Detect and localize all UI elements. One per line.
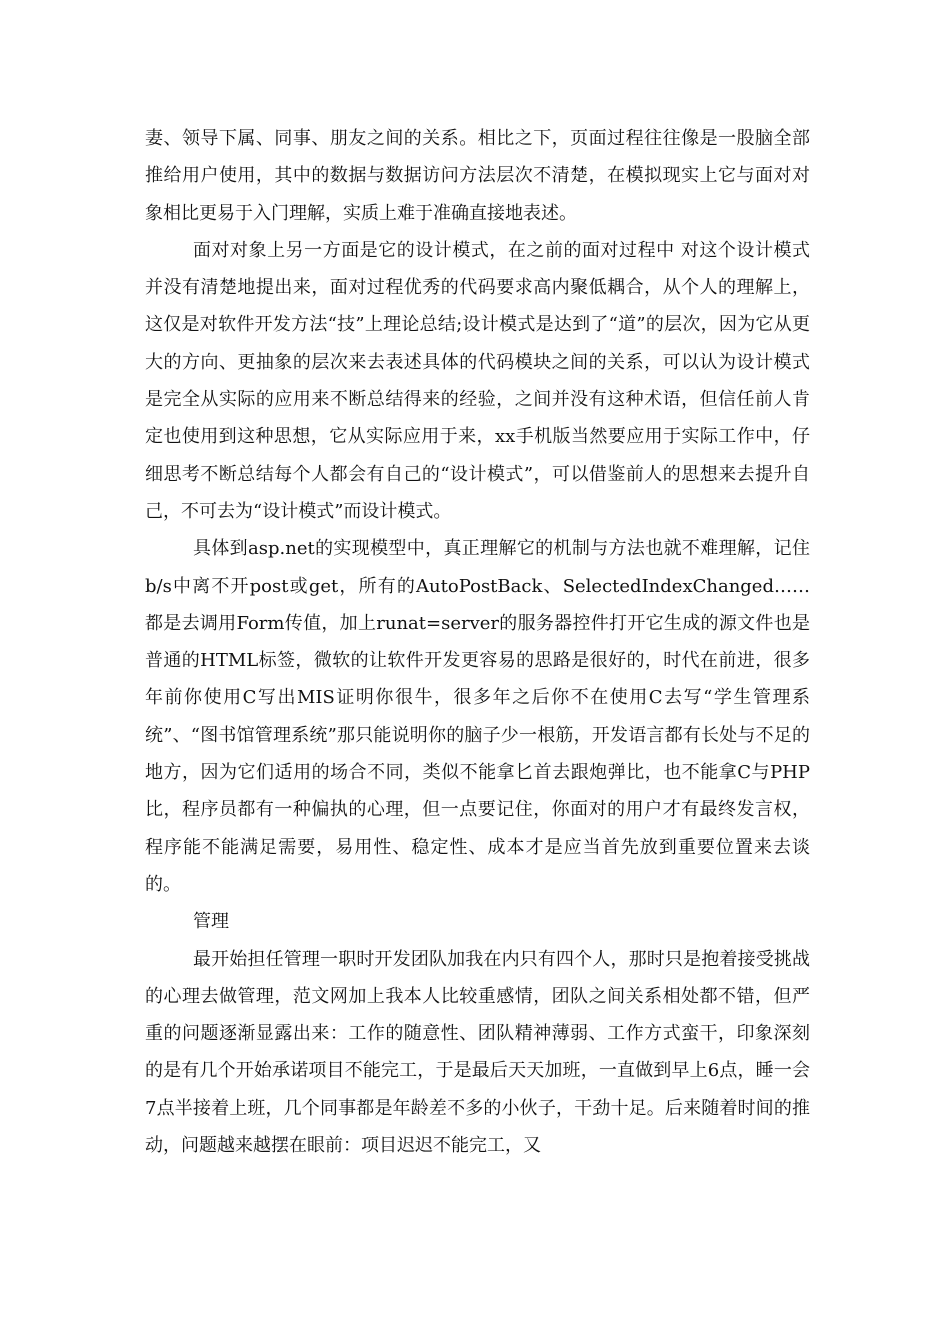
section-heading-management: 管理 [193, 911, 229, 933]
paragraph-design-patterns: 面对对象上另一方面是它的设计模式，在之前的面对过程中 对这个设计模式并没有清楚地提出来，面对过程优秀的代码要求高内聚低耦合，从个人的理解上，这仅是对软件开发方法“技”上理论总结;设计模式是达到了“道”的层次，因为它从更大的方向、更抽象的层次来去表述具体的代码模块之间的关系，可以认为设计模式是完全从实际的应用来不断总结得来的经验，之间并没有这种术语，但信任前人肯定也使用到这种思想，它从实际应用于来，xx手机版当然要应用于实际工作中，仔细思考不断总结每个人都会有自己的“设计模式”，可以借鉴前人的思想来去提升自己，不可去为“设计模式”而设计模式。 [145, 239, 810, 522]
paragraph-relationships: 妻、领导下属、同事、朋友之间的关系。相比之下，页面过程往往像是一股脑全部推给用户使用，其中的数据与数据访问方法层次不清楚，在模拟现实上它与面对对象相比更易于入门理解，实质上难于准确直接地表述。 [145, 128, 810, 224]
document-page [145, 120, 810, 1164]
paragraph-aspnet: 具体到asp.net的实现模型中，真正理解它的机制与方法也就不难理解，记住b/s中离不开post或get，所有的AutoPostBack、SelectedIndexChanged……都是去调用Form传值，加上runat=server的服务器控件打开它生成的源文件也是普通的HTML标签，微软的让软件开发更容易的思路是很好的，时代在前进，很多年前你使用C写出MIS证明你很牛，很多年之后你不在使用C去写“学生管理系统”、“图书馆管理系统”那只能说明你的脑子少一根筋，开发语言都有长处与不足的地方，因为它们适用的场合不同，类似不能拿匕首去跟炮弹比，也不能拿C与PHP比，程序员都有一种偏执的心理，但一点要记住，你面对的用户才有最终发言权，程序能不能满足需要，易用性、稳定性、成本才是应当首先放到重要位置来去谈的。 [145, 538, 810, 895]
paragraph-management-start: 最开始担任管理一职时开发团队加我在内只有四个人，那时只是抱着接受挑战的心理去做管理，范文网加上我本人比较重感情，团队之间关系相处都不错，但严重的问题逐渐显露出来：工作的随意性、团队精神薄弱、工作方式蛮干，印象深刻的是有几个开始承诺项目不能完工，于是最后天天加班，一直做到早上6点，睡一会7点半接着上班，几个同事都是年龄差不多的小伙子，干劲十足。后来随着时间的推动，问题越来越摆在眼前：项目迟迟不能完工，又 [145, 948, 810, 1157]
